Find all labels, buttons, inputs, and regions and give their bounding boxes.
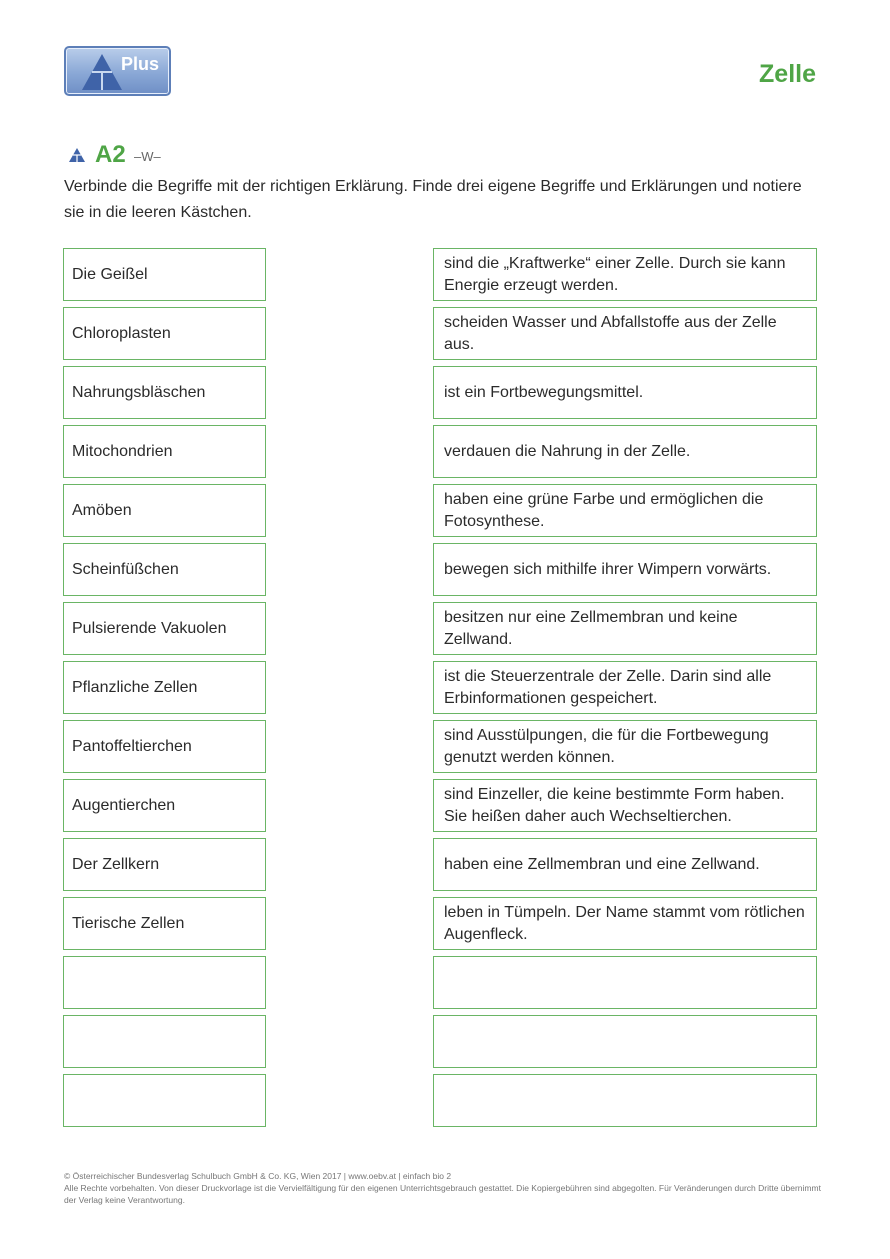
- term-box[interactable]: Tierische Zellen: [63, 897, 266, 950]
- explanation-box[interactable]: [433, 1074, 817, 1127]
- term-box[interactable]: Der Zellkern: [63, 838, 266, 891]
- explanation-box[interactable]: sind die „Kraftwerke“ einer Zelle. Durch sie kann Energie erzeugt werden.: [433, 248, 817, 301]
- term-box[interactable]: [63, 956, 266, 1009]
- explanation-box[interactable]: sind Einzeller, die keine bestimmte Form haben. Sie heißen daher auch Wechseltierchen.: [433, 779, 817, 832]
- footer-rights: Alle Rechte vorbehalten. Von dieser Druckvorlage ist die Vervielfältigung für den eigenen Unterrichtsgebrauch gestattet. Die Kopiergebühren sind abgegolten. Für Veränderungen durch Dritte übernimmt der Verlag keine Verantwortung.: [64, 1183, 821, 1205]
- term-box[interactable]: [63, 1074, 266, 1127]
- term-box[interactable]: Mitochondrien: [63, 425, 266, 478]
- task-instruction: Verbinde die Begriffe mit der richtigen Erklärung. Finde drei eigene Begriffe und Erklärungen und notiere sie in die leeren Kästchen.: [64, 178, 802, 221]
- page-title: Zelle: [759, 60, 816, 88]
- explanation-box[interactable]: ist die Steuerzentrale der Zelle. Darin sind alle Erbinformationen gespeichert.: [433, 661, 817, 714]
- term-box[interactable]: [63, 1015, 266, 1068]
- triangle-level-icon: [68, 147, 86, 163]
- term-box[interactable]: Augentierchen: [63, 779, 266, 832]
- term-box[interactable]: Scheinfüßchen: [63, 543, 266, 596]
- explanation-box[interactable]: [433, 1015, 817, 1068]
- explanation-box[interactable]: leben in Tümpeln. Der Name stammt vom rötlichen Augenfleck.: [433, 897, 817, 950]
- term-box[interactable]: Pflanzliche Zellen: [63, 661, 266, 714]
- term-box[interactable]: Pantoffeltierchen: [63, 720, 266, 773]
- explanation-box[interactable]: ist ein Fortbewegungsmittel.: [433, 366, 817, 419]
- term-box[interactable]: Die Geißel: [63, 248, 266, 301]
- term-box[interactable]: Amöben: [63, 484, 266, 537]
- logo-text: Plus: [121, 54, 160, 74]
- explanation-box[interactable]: bewegen sich mithilfe ihrer Wimpern vorwärts.: [433, 543, 817, 596]
- footer-copyright: © Österreichischer Bundesverlag Schulbuch GmbH & Co. KG, Wien 2017 | www.oebv.at | einfach bio 2: [64, 1171, 452, 1181]
- explanation-box[interactable]: besitzen nur eine Zellmembran und keine Zellwand.: [433, 602, 817, 655]
- footer: [64, 1170, 824, 1206]
- explanation-box[interactable]: scheiden Wasser und Abfallstoffe aus der Zelle aus.: [433, 307, 817, 360]
- term-box[interactable]: Pulsierende Vakuolen: [63, 602, 266, 655]
- explanation-box[interactable]: verdauen die Nahrung in der Zelle.: [433, 425, 817, 478]
- plus-logo: [64, 46, 171, 96]
- explanation-box[interactable]: haben eine Zellmembran und eine Zellwand.: [433, 838, 817, 891]
- explanation-box[interactable]: [433, 956, 817, 1009]
- task-level: –W–: [134, 149, 161, 164]
- term-box[interactable]: Chloroplasten: [63, 307, 266, 360]
- explanation-box[interactable]: sind Ausstülpungen, die für die Fortbewegung genutzt werden können.: [433, 720, 817, 773]
- task-number: A2: [95, 141, 126, 168]
- term-box[interactable]: Nahrungsbläschen: [63, 366, 266, 419]
- triangle-logo-icon: [80, 52, 124, 92]
- explanation-box[interactable]: haben eine grüne Farbe und ermöglichen die Fotosynthese.: [433, 484, 817, 537]
